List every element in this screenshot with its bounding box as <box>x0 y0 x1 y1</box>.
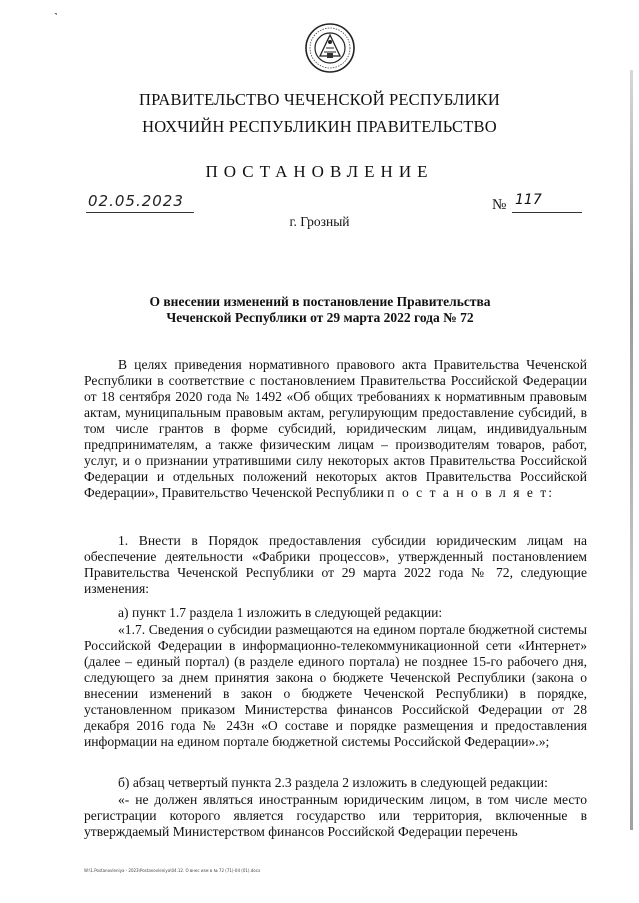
number-sign: № <box>492 197 507 213</box>
subject-line: Чеченской Республики от 29 марта 2022 года № 72 <box>166 310 474 325</box>
government-name-chechen: НОХЧИЙН РЕСПУБЛИКИН ПРАВИТЕЛЬСТВО <box>142 117 497 136</box>
item-b-heading <box>84 775 587 791</box>
document-date: 02.05.2023 <box>88 192 184 210</box>
item-a-quote-text: «1.7. Сведения о субсидии размещаются на едином портале бюджетной системы Российской Федерации в информационно-телекоммуникационной сети «Интернет» (далее – единый портал) (в разделе единого портала) не позднее 15-го рабочего дня, следующего за днем принятия закона о бюджете Чеченской Республики (закона о внесении изменений в закон о бюджете Чеченской Республики) в порядке, установленном приказом Министерства финансов Российской Федерации от 28 декабря 2016 года № 243н «О составе и порядке размещения и предоставления информации на едином портале бюджетной системы Российской Федерации».»; <box>84 622 587 749</box>
scan-edge-shadow <box>630 70 633 830</box>
document-city: г. Грозный <box>289 214 350 229</box>
item-b-quote-text: «- не должен являться иностранным юридическим лицом, в том числе место регистрации которого является государство или территория, включенные в утверждаемый Министерством финансов Российской Федерации перечень <box>84 792 587 839</box>
item-a-heading <box>84 605 587 621</box>
subject-line: О внесении изменений в постановление Правительства <box>149 294 491 309</box>
date-underline <box>86 212 194 213</box>
document-number: 117 <box>515 192 542 208</box>
document-title: ПОСТАНОВЛЕНИЕ <box>205 162 434 181</box>
preamble-text: В целях приведения нормативного правового акта Правительства Чеченской Республики в соответствие с постановлением Правительства Российской Федерации от 18 сентября 2020 года № 1492 «Об общих требованиях к нормативным правовым актам, муниципальным правовым актам, регулирующим предоставление субсидий, в том числе грантов в форме субсидий, юридическим лицам, индивидуальным предпринимателям, а также физическим лицам – производителям товаров, работ, услуг, и о признании утратившими силу некоторых актов Правительства Российской Федерации и отдельных положений некоторых актов Правительства Российской Федерации», Правительство Чеченской Республики <box>84 357 587 500</box>
number-underline <box>512 212 582 213</box>
document-subject <box>110 294 530 326</box>
item-b-text: б) абзац четвертый пункта 2.3 раздела 2 изложить в следующей редакции: <box>118 775 548 790</box>
item-a-quote <box>84 622 587 750</box>
preamble-paragraph <box>84 357 587 501</box>
file-path-footer: W:\1.Postanovleniya - 2023\Postanovleniya\04.12. О внес изм в № 72 (71)-04 (01).docx <box>84 868 261 873</box>
item-1-text: 1. Внести в Порядок предоставления субсидии юридическим лицам на обеспечение деятельности «Фабрики процессов», утвержденный постановлением Правительства Чеченской Республики от 29 марта 2022 года № 72, следующие изменения: <box>84 533 587 596</box>
scan-corner-mark: ˺ <box>54 12 58 23</box>
item-b-quote <box>84 792 587 840</box>
emblem-icon <box>304 22 356 74</box>
decree-word: п о с т а н о в л я е т: <box>387 485 555 500</box>
government-name-russian: ПРАВИТЕЛЬСТВО ЧЕЧЕНСКОЙ РЕСПУБЛИКИ <box>139 90 500 109</box>
item-a-text: а) пункт 1.7 раздела 1 изложить в следующей редакции: <box>118 605 443 620</box>
item-1-paragraph <box>84 533 587 597</box>
